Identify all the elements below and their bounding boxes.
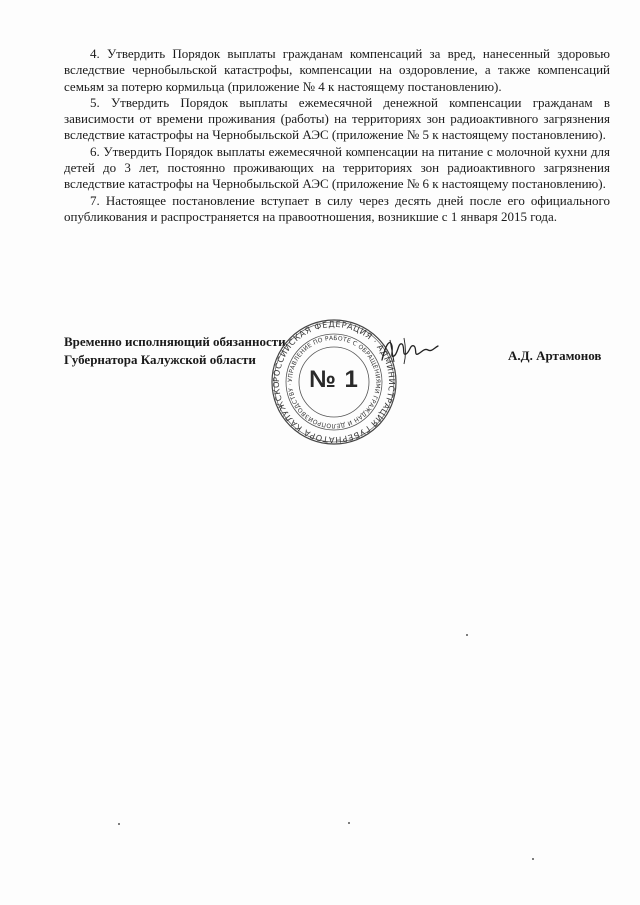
scan-speck bbox=[466, 634, 468, 636]
seal-number: № 1 bbox=[309, 366, 359, 393]
scan-speck bbox=[348, 822, 350, 824]
signatory-position bbox=[64, 333, 286, 369]
signatory-position-line1: Временно исполняющий обязанности bbox=[64, 334, 286, 349]
scan-speck bbox=[532, 858, 534, 860]
official-seal bbox=[270, 318, 398, 446]
paragraph-7: 7. Настоящее постановление вступает в силу через десять дней после его официального опубликования и распространяется на правоотношения, возникшие с 1 января 2015 года. bbox=[64, 192, 610, 224]
paragraph-6: 6. Утвердить Порядок выплаты ежемесячной компенсации на питание с молочной кухни для детей до 3 лет, постоянно проживающих на территориях зон радиоактивного загрязнения вследствие катастрофы на Чернобыльской АЭС (приложение № 6 к настоящему постановлению). bbox=[64, 143, 610, 192]
paragraph-5: 5. Утвердить Порядок выплаты ежемесячной денежной компенсации гражданам в зависимости от времени проживания (работы) на территориях зон радиоактивного загрязнения вследствие катастрофы на Чернобыльской АЭС (приложение № 5 к настоящему постановлению). bbox=[64, 94, 610, 143]
paragraph-4: 4. Утвердить Порядок выплаты гражданам компенсаций за вред, нанесенный здоровью вследствие чернобыльской катастрофы, компенсации на оздоровление, а также компенсаций семьям за потерю кормильца (приложение № 4 к настоящему постановлению). bbox=[64, 46, 610, 94]
handwritten-signature bbox=[380, 334, 440, 366]
seal-inner-text: УПРАВЛЕНИЕ ПО РАБОТЕ С ОБРАЩЕНИЯМИ ГРАЖДАН И ДЕЛОПРОИЗВОДСТВУ · bbox=[286, 334, 382, 430]
signatory-position-line2: Губернатора Калужской области bbox=[64, 352, 256, 367]
seal-outer-text: РОССИЙСКАЯ ФЕДЕРАЦИЯ · АДМИНИСТРАЦИЯ ГУБЕРНАТОРА КАЛУЖСКО bbox=[270, 318, 398, 446]
document-body bbox=[64, 46, 610, 225]
scan-speck bbox=[118, 823, 120, 825]
signatory-name: А.Д. Артамонов bbox=[508, 348, 602, 363]
